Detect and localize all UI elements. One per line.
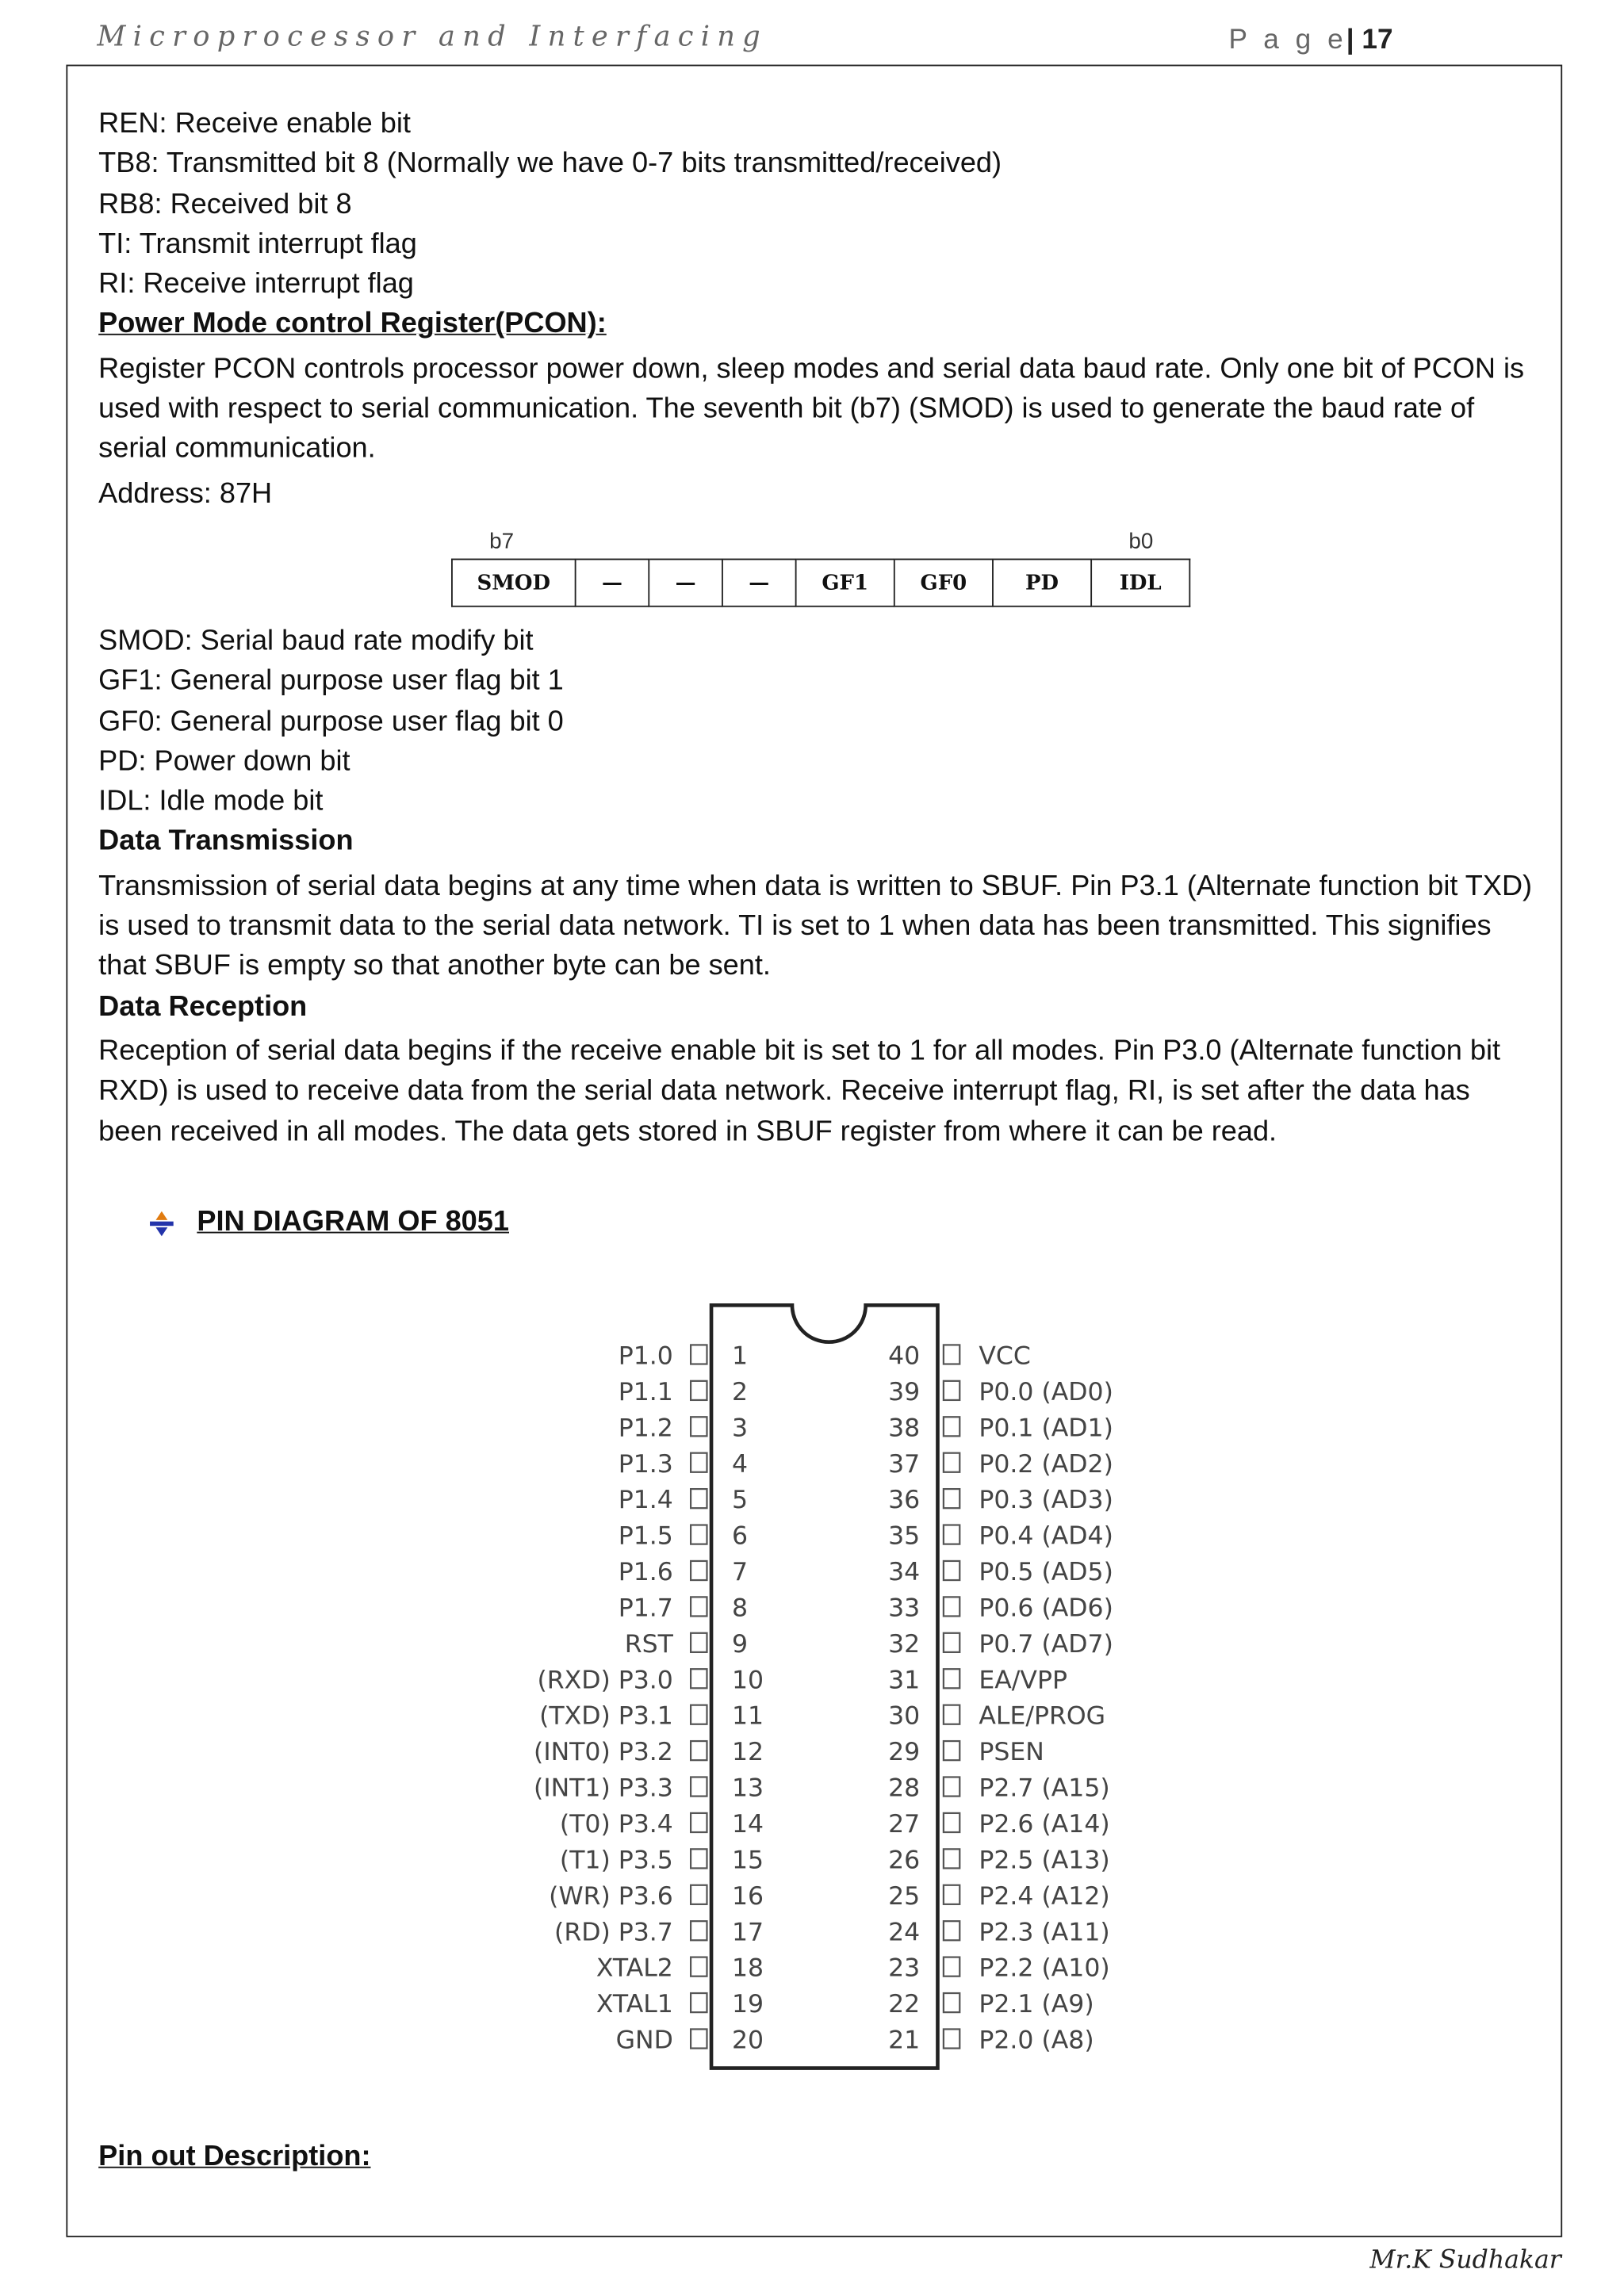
register-bit-3: GF1 bbox=[796, 559, 894, 606]
pin-stub bbox=[691, 1489, 707, 1508]
pin-right bbox=[888, 1918, 1110, 1946]
pin-name: VCC bbox=[979, 1341, 1031, 1371]
pin-stub bbox=[691, 1993, 707, 2012]
pin-stub bbox=[691, 1813, 707, 1832]
pin-stub bbox=[691, 1885, 707, 1904]
pin-name: P2.4 (A12) bbox=[979, 1881, 1110, 1911]
pin-name: GND bbox=[615, 2026, 673, 2055]
pin-name: P1.2 bbox=[618, 1414, 673, 1443]
pin-stub bbox=[944, 1633, 959, 1652]
pins-left bbox=[534, 1342, 764, 2055]
pin-stub bbox=[691, 1777, 707, 1796]
pin-name: (TXD) P3.1 bbox=[539, 1701, 673, 1731]
pin-left bbox=[537, 1666, 764, 1694]
pin-name: P0.1 (AD1) bbox=[979, 1414, 1113, 1443]
pin-left bbox=[560, 1846, 764, 1874]
pin-left bbox=[560, 1810, 764, 1839]
pin-left bbox=[619, 1414, 748, 1442]
rx-heading: Data Reception bbox=[98, 989, 308, 1023]
pin-name: XTAL1 bbox=[596, 1990, 673, 2019]
pin-diagram-heading: PIN DIAGRAM OF 8051 bbox=[197, 1205, 510, 1238]
pin-number: 29 bbox=[888, 1738, 921, 1767]
pin-right bbox=[888, 1414, 1113, 1442]
pin-number: 15 bbox=[731, 1846, 764, 1875]
pin-right bbox=[888, 1558, 1113, 1586]
pcon-address: Address: 87H bbox=[98, 476, 273, 510]
pin-right bbox=[888, 1774, 1110, 1803]
pin-number: 8 bbox=[731, 1594, 749, 1623]
pin-stub bbox=[944, 1957, 959, 1976]
pinout-description-heading: Pin out Description: bbox=[98, 2140, 371, 2173]
pin-name: P2.3 (A11) bbox=[979, 1918, 1110, 1947]
pin-stub bbox=[944, 1777, 959, 1796]
pin-number: 11 bbox=[731, 1701, 764, 1731]
pin-left bbox=[619, 1558, 748, 1586]
pin-number: 3 bbox=[731, 1414, 749, 1443]
pin-number: 21 bbox=[888, 2026, 921, 2055]
pin-name: P0.2 (AD2) bbox=[979, 1449, 1113, 1479]
pin-stub bbox=[691, 1633, 707, 1652]
pin-stub bbox=[691, 1561, 707, 1580]
pin-stub bbox=[944, 1525, 959, 1544]
pin-stub bbox=[691, 1849, 707, 1868]
pin-right bbox=[888, 1450, 1113, 1479]
bit-def-rb8: RB8: Received bit 8 bbox=[98, 187, 352, 220]
pin-name: P1.1 bbox=[618, 1377, 673, 1406]
pin-left bbox=[619, 1378, 748, 1406]
pin-left bbox=[596, 1990, 764, 2019]
pin-name: P0.0 (AD0) bbox=[979, 1377, 1113, 1406]
pin-stub bbox=[944, 1489, 959, 1508]
pin-name: (WR) P3.6 bbox=[549, 1881, 673, 1911]
pin-number: 27 bbox=[888, 1810, 921, 1839]
pin-stub bbox=[691, 1705, 707, 1724]
pin-stub bbox=[944, 1993, 959, 2012]
pin-left bbox=[619, 1342, 748, 1371]
pin-name: (RD) P3.7 bbox=[554, 1918, 673, 1947]
pin-number: 17 bbox=[731, 1918, 764, 1947]
pin-name: (INT1) P3.3 bbox=[534, 1774, 673, 1803]
pin-left bbox=[554, 1918, 764, 1946]
pin-number: 25 bbox=[888, 1881, 921, 1911]
pin-name: P1.0 bbox=[618, 1341, 673, 1371]
pin-name: P2.0 (A8) bbox=[979, 2026, 1094, 2055]
pin-right bbox=[888, 1342, 1031, 1371]
register-bit-7: SMOD bbox=[452, 559, 576, 606]
pin-name: P1.5 bbox=[618, 1521, 673, 1551]
pin-stub bbox=[944, 1741, 959, 1760]
pin-number: 36 bbox=[888, 1486, 921, 1515]
pin-left bbox=[619, 1486, 748, 1514]
pin-name: P0.6 (AD6) bbox=[979, 1594, 1113, 1623]
pin-name: P1.3 bbox=[618, 1449, 673, 1479]
pin-name: P1.7 bbox=[618, 1594, 673, 1623]
pin-name: P0.7 (AD7) bbox=[979, 1629, 1113, 1659]
pin-number: 35 bbox=[888, 1521, 921, 1551]
tx-heading: Data Transmission bbox=[98, 825, 354, 858]
pin-right bbox=[888, 2026, 1094, 2055]
pin-left bbox=[596, 1954, 764, 1983]
pin-right bbox=[888, 1702, 1105, 1731]
header-page-separator: | bbox=[1346, 25, 1354, 56]
pin-name: RST bbox=[624, 1629, 673, 1659]
register-bit-2: GF0 bbox=[894, 559, 993, 606]
pin-name: P2.2 (A10) bbox=[979, 1954, 1110, 1983]
pin-stub bbox=[944, 1705, 959, 1724]
pin-left bbox=[549, 1882, 764, 1911]
pin-name: P2.1 (A9) bbox=[979, 1990, 1094, 2019]
pin-right bbox=[888, 1954, 1110, 1983]
pin-name: P2.7 (A15) bbox=[979, 1774, 1110, 1803]
pin-left bbox=[616, 2026, 764, 2055]
pin-stub bbox=[691, 1741, 707, 1760]
bit-def-pd: PD: Power down bit bbox=[98, 744, 350, 778]
pin-number: 18 bbox=[731, 1954, 764, 1983]
pin-number: 6 bbox=[731, 1521, 749, 1551]
pin-left bbox=[539, 1702, 764, 1731]
pin-stub bbox=[691, 1345, 707, 1364]
pin-name: P1.6 bbox=[618, 1558, 673, 1587]
pin-left bbox=[619, 1450, 748, 1479]
pin-right bbox=[888, 1522, 1113, 1551]
header-page-number-value: 17 bbox=[1362, 25, 1393, 56]
pin-number: 1 bbox=[731, 1341, 749, 1371]
register-lsb-label: b0 bbox=[1128, 529, 1154, 554]
tx-paragraph: Transmission of serial data begins at any time when data is written to SBUF. Pin P3.1 (Alternate function bit TXD) is used to transmit data to the serial data network. TI is set to 1 when data has been transmitted. This signifies that SBUF is empty so that another byte can be sent. bbox=[98, 870, 1533, 983]
pin-right bbox=[888, 1630, 1113, 1659]
register-bit-4: — bbox=[722, 559, 796, 606]
pin-stub bbox=[691, 1957, 707, 1976]
pin-name: P1.4 bbox=[618, 1486, 673, 1515]
register-bit-5: — bbox=[649, 559, 722, 606]
pin-stub bbox=[944, 1885, 959, 1904]
pin-stub bbox=[944, 1345, 959, 1364]
pin-name: XTAL2 bbox=[596, 1954, 673, 1983]
pin-stub bbox=[691, 1381, 707, 1400]
pins-right bbox=[888, 1342, 1113, 2055]
pin-number: 16 bbox=[731, 1881, 764, 1911]
pin-right bbox=[888, 1990, 1094, 2019]
pin-number: 22 bbox=[888, 1990, 921, 2019]
pin-number: 39 bbox=[888, 1377, 921, 1406]
pin-stub bbox=[944, 1561, 959, 1580]
pin-name: (RXD) P3.0 bbox=[537, 1666, 673, 1695]
pin-left bbox=[534, 1774, 764, 1803]
pin-stub bbox=[944, 1381, 959, 1400]
pin-stub bbox=[691, 1921, 707, 1940]
pin-name: P0.3 (AD3) bbox=[979, 1486, 1113, 1515]
bit-def-smod: SMOD: Serial baud rate modify bit bbox=[98, 624, 534, 657]
pin-right bbox=[888, 1846, 1110, 1874]
pin-number: 28 bbox=[888, 1774, 921, 1803]
pin-right bbox=[888, 1486, 1113, 1514]
pin-number: 2 bbox=[731, 1377, 749, 1406]
pin-number: 14 bbox=[731, 1810, 764, 1839]
pin-number: 24 bbox=[888, 1918, 921, 1947]
bit-def-gf0: GF0: General purpose user flag bit 0 bbox=[98, 705, 564, 737]
pin-stub bbox=[691, 1417, 707, 1436]
pin-left bbox=[534, 1738, 764, 1766]
pin-right bbox=[888, 1882, 1110, 1911]
bit-def-ren: REN: Receive enable bit bbox=[98, 107, 411, 140]
pin-stub bbox=[944, 1813, 959, 1832]
pin-name: PSEN bbox=[979, 1738, 1044, 1767]
bit-def-ri: RI: Receive interrupt flag bbox=[98, 267, 414, 300]
pin-name: (T1) P3.5 bbox=[559, 1846, 673, 1875]
pin-number: 20 bbox=[731, 2026, 764, 2055]
pin-stub bbox=[944, 1669, 959, 1688]
pin-right bbox=[888, 1810, 1110, 1839]
pin-number: 37 bbox=[888, 1449, 921, 1479]
register-bit-6: — bbox=[576, 559, 649, 606]
pin-number: 19 bbox=[731, 1990, 764, 2019]
register-msb-label: b7 bbox=[489, 529, 515, 554]
pin-number: 32 bbox=[888, 1629, 921, 1659]
pin-number: 23 bbox=[888, 1954, 921, 1983]
pcon-paragraph: Register PCON controls processor power down, sleep modes and serial data baud rate. Only one bit of PCON is used with respect to serial communication. The seventh bit (b7) (SMOD) is used to generate the baud rate of serial communication. bbox=[98, 352, 1525, 465]
pin-stub bbox=[691, 1525, 707, 1544]
pin-left bbox=[625, 1630, 748, 1659]
pin-name: P0.5 (AD5) bbox=[979, 1558, 1113, 1587]
header-title: Microprocessor and Interfacing bbox=[97, 20, 768, 53]
pin-number: 12 bbox=[731, 1738, 764, 1767]
pin-stub bbox=[944, 2029, 959, 2048]
bit-def-ti: TI: Transmit interrupt flag bbox=[98, 228, 417, 260]
pin-number: 10 bbox=[731, 1666, 764, 1695]
pin-left bbox=[619, 1522, 748, 1551]
bit-def-tb8: TB8: Transmitted bit 8 (Normally we have 0-7 bits transmitted/received) bbox=[98, 147, 1002, 180]
rx-paragraph: Reception of serial data begins if the receive enable bit is set to 1 for all modes. Pin P3.0 (Alternate function bit RXD) is used to receive data from the serial data network. Receive interrupt flag, RI, is set after the data has been received in all modes. The data gets stored in SBUF register from where it can be read. bbox=[98, 1035, 1501, 1148]
pin-number: 7 bbox=[731, 1558, 749, 1587]
pin-stub bbox=[944, 1849, 959, 1868]
pin-right bbox=[888, 1378, 1113, 1406]
pin-number: 13 bbox=[731, 1774, 764, 1803]
pin-name: P0.4 (AD4) bbox=[979, 1521, 1113, 1551]
bit-def-idl: IDL: Idle mode bit bbox=[98, 785, 324, 818]
footer-author: Mr.K Sudhakar bbox=[1369, 2245, 1561, 2275]
pin-name: EA/VPP bbox=[979, 1666, 1067, 1695]
pin-number: 26 bbox=[888, 1846, 921, 1875]
pin-name: P2.6 (A14) bbox=[979, 1810, 1110, 1839]
pin-right bbox=[888, 1666, 1067, 1694]
pin-stub bbox=[944, 1597, 959, 1616]
pin-right bbox=[888, 1594, 1113, 1622]
pin-name: (T0) P3.4 bbox=[559, 1810, 673, 1839]
pin-number: 40 bbox=[888, 1341, 921, 1371]
pin-number: 30 bbox=[888, 1701, 921, 1731]
pin-name: (INT0) P3.2 bbox=[534, 1738, 673, 1767]
pin-name: P2.5 (A13) bbox=[979, 1846, 1110, 1875]
pin-number: 5 bbox=[731, 1486, 749, 1515]
pcon-heading: Power Mode control Register(PCON): bbox=[98, 308, 607, 341]
register-bit-1: PD bbox=[993, 559, 1091, 606]
pin-left bbox=[619, 1594, 748, 1622]
pin-number: 34 bbox=[888, 1558, 921, 1587]
header-page-label: P a g e bbox=[1228, 25, 1348, 56]
pin-stub bbox=[691, 1597, 707, 1616]
pin-number: 33 bbox=[888, 1594, 921, 1623]
bit-def-gf1: GF1: General purpose user flag bit 1 bbox=[98, 664, 564, 698]
pin-stub bbox=[944, 1921, 959, 1940]
register-bit-0: IDL bbox=[1091, 559, 1189, 606]
pin-stub bbox=[691, 1669, 707, 1688]
pin-stub bbox=[944, 1453, 959, 1472]
pin-number: 9 bbox=[731, 1629, 749, 1659]
pin-stub bbox=[691, 1453, 707, 1472]
pin-right bbox=[888, 1738, 1044, 1766]
pin-number: 38 bbox=[888, 1414, 921, 1443]
pin-name: ALE/PROG bbox=[979, 1701, 1106, 1731]
pin-stub bbox=[691, 2029, 707, 2048]
pin-number: 4 bbox=[731, 1449, 749, 1479]
pin-number: 31 bbox=[888, 1666, 921, 1695]
pin-stub bbox=[944, 1417, 959, 1436]
